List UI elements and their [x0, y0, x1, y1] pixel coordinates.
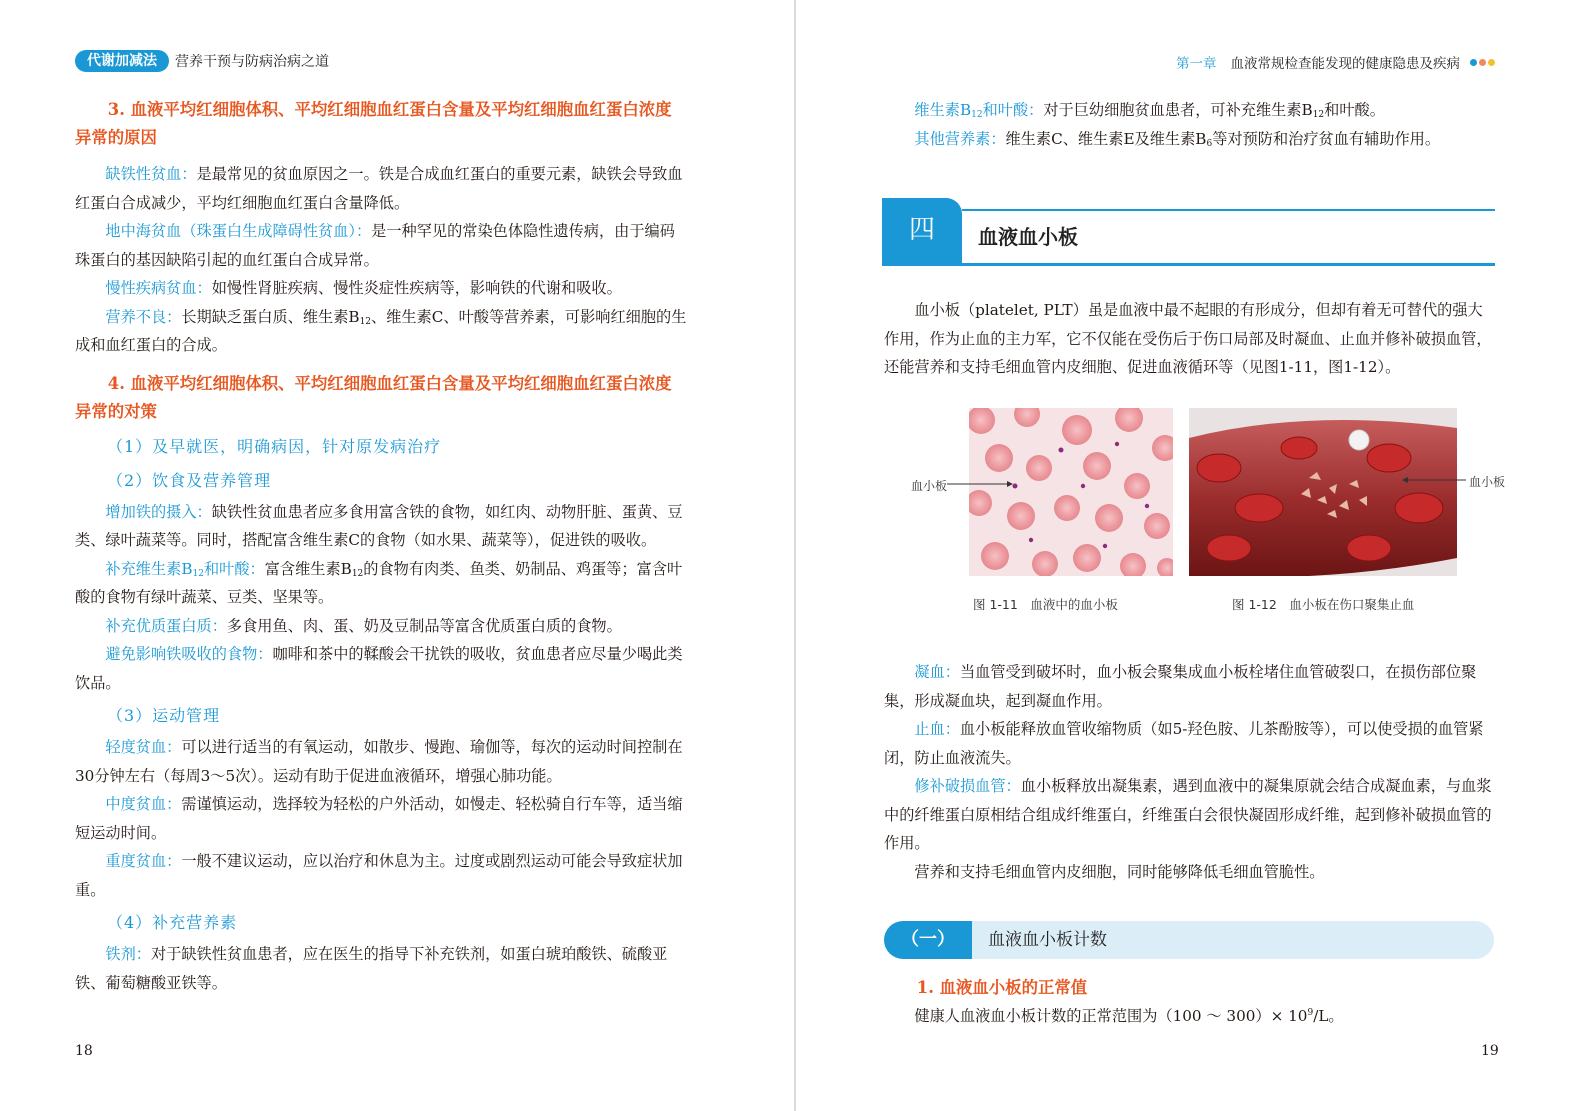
term: 修补破损血管：	[914, 777, 1021, 795]
right-page	[800, 0, 1590, 1111]
cause-chronic	[75, 274, 687, 303]
arrow-pointer-icon	[1400, 474, 1468, 486]
figure-label-left: 血小板	[911, 479, 948, 493]
term: 缺铁性贫血：	[105, 165, 197, 183]
term: 凝血：	[914, 663, 960, 681]
page-number-right: 19	[1481, 1043, 1499, 1059]
chapter-label: 第一章	[1176, 56, 1217, 72]
exercise-mild	[75, 733, 687, 790]
left-content	[75, 96, 687, 997]
blood-smear-image	[969, 408, 1173, 576]
exercise-moderate	[75, 790, 687, 847]
book-badge: 代谢加减法	[75, 50, 169, 72]
cause-iron	[75, 160, 687, 217]
heading-4-measures: 4. 血液平均红细胞体积、平均红细胞血红蛋白含量及平均红细胞血红蛋白浓度异常的对策	[75, 373, 672, 421]
text: 对于巨幼细胞贫血患者，可补充维生素B	[1043, 101, 1313, 119]
text: 血小板释放出凝集素，遇到血液中的凝集原就会结合成凝血素，与血浆中的纤维蛋白原相结合组成纤维蛋白，纤维蛋白会很快凝固形成纤维，起到修补破损血管的作用。	[884, 777, 1492, 852]
diet-iron	[75, 498, 687, 555]
subscript: 12	[1312, 110, 1325, 120]
platelet-intro	[884, 296, 1496, 382]
term-a: 补充维生素B	[105, 559, 193, 578]
text: 健康人血液血小板计数的正常范围为（100 ～ 300）× 10	[914, 1007, 1308, 1025]
term	[914, 101, 1043, 119]
text: 是最常见的贫血原因之一。铁是合成血红蛋白的重要元素，缺铁会导致血红蛋白合成减少，平均红细胞血红蛋白含量降低。	[75, 165, 683, 212]
text: /L。	[1313, 1007, 1344, 1025]
subsection-header	[884, 921, 1494, 959]
term: 增加铁的摄入：	[105, 502, 212, 521]
term	[105, 560, 264, 578]
running-header-right	[1176, 52, 1495, 72]
term: 避免影响铁吸收的食物：	[105, 645, 273, 663]
dot	[1470, 59, 1477, 66]
subheading-4: （4）补充营养素	[107, 913, 238, 932]
subscript: 12	[192, 568, 204, 579]
cause-malnutrition	[75, 303, 687, 360]
vitamin-b12-folate	[884, 96, 1496, 125]
text: 多食用鱼、肉、蛋、奶及豆制品等富含优质蛋白质的食物。	[226, 616, 622, 635]
intro-paragraph: 血小板（platelet, PLT）虽是血液中最不起眼的有形成分，但却有着无可替代的强大作用，作为止血的主力军，它不仅能在受伤后于伤口局部及时凝血、止血并修补破损血管，还能营养和支持毛细血管内皮细胞、促进血液循环等（见图1-11，图1-12）。	[884, 301, 1492, 376]
exercise-severe	[75, 847, 687, 904]
subscript: 6	[1206, 138, 1213, 149]
text: 、维生素C、叶酸等营养素，可影响红细胞的生成和血红蛋白的合成。	[75, 307, 687, 354]
text: 当血管受到破坏时，血小板会聚集成血小板栓堵住血管破裂口，在损伤部位聚集，形成凝血块，起到凝血作用。	[884, 663, 1477, 710]
section-header	[882, 196, 1495, 266]
figure-caption-1-12: 图 1-12 血小板在伤口聚集止血	[1232, 597, 1415, 612]
function-nourish: 营养和支持毛细血管内皮细胞，同时能够降低毛细血管脆性。	[914, 862, 1325, 881]
text: 对于缺铁性贫血患者，应在医生的指导下补充铁剂，如蛋白琥珀酸铁、硫酸亚铁、葡萄糖酸亚铁等。	[75, 945, 668, 992]
term: 慢性疾病贫血：	[105, 279, 212, 297]
section-title: 血液血小板	[978, 225, 1078, 249]
subscript: 12	[351, 568, 364, 579]
diet-protein	[75, 612, 687, 641]
text: 可以进行适当的有氧运动，如散步、慢跑、瑜伽等，每次的运动时间控制在30分钟左右（每周3～5次）。运动有助于促进血液循环，增强心肺功能。	[75, 738, 683, 785]
diet-b12	[75, 555, 687, 612]
text: 一般不建议运动，应以治疗和休息为主。过度或剧烈运动可能会导致症状加重。	[75, 852, 683, 899]
term-b: 和叶酸：	[203, 559, 265, 578]
vessel-illustration	[1189, 408, 1457, 576]
figure-platelet-wound	[1189, 408, 1457, 576]
text: 咖啡和茶中的鞣酸会干扰铁的吸收，贫血患者应尽量少喝此类饮品。	[75, 645, 683, 692]
heading-normal-value: 1. 血液血小板的正常值	[916, 978, 1088, 997]
text: 缺铁性贫血患者应多食用富含铁的食物，如红肉、动物肝脏、蛋黄、豆类、绿叶蔬菜等。同时，搭配富含维生素C的食物（如水果、蔬菜等），促进铁的吸收。	[75, 502, 683, 549]
heading-3-causes: 3. 血液平均红细胞体积、平均红细胞血红蛋白含量及平均红细胞血红蛋白浓度异常的原因	[75, 100, 672, 147]
text: 长期缺乏蛋白质、维生素B	[181, 307, 360, 326]
text: 和叶酸。	[1324, 101, 1385, 119]
function-repair	[884, 772, 1496, 858]
diet-avoid	[75, 640, 687, 697]
figure-blood-smear	[969, 408, 1173, 576]
book-spine	[794, 0, 796, 1111]
term: 铁剂：	[105, 945, 151, 963]
dot	[1488, 59, 1495, 66]
subsection-title: 血液血小板计数	[988, 930, 1107, 950]
term: 中度贫血：	[105, 795, 182, 813]
text: 是一种罕见的常染色体隐性遗传病，由于编码珠蛋白的基因缺陷引起的血红蛋白合成异常。	[75, 222, 675, 269]
platelet-functions	[884, 658, 1496, 886]
term-a: 维生素B	[914, 101, 972, 119]
text: 等对预防和治疗贫血有辅助作用。	[1212, 129, 1440, 148]
text: 维生素C、维生素E及维生素B	[1005, 129, 1207, 148]
supplement-iron	[75, 940, 687, 997]
text: 血小板能释放血管收缩物质（如5-羟色胺、儿茶酚胺等），可以使受损的血管紧闭，防止血液流失。	[884, 720, 1484, 767]
term: 其他营养素：	[914, 129, 1006, 148]
chapter-title: 血液常规检查能发现的健康隐患及疾病	[1230, 56, 1460, 72]
term: 营养不良：	[105, 307, 182, 326]
function-coagulation	[884, 658, 1496, 715]
text: 需谨慎运动，选择较为轻松的户外活动，如慢走、轻松骑自行车等，适当缩短运动时间。	[75, 795, 683, 842]
subscript: 12	[971, 110, 983, 120]
normal-range	[884, 1002, 1496, 1031]
arrow-pointer-icon	[945, 478, 1015, 490]
term: 重度贫血：	[105, 852, 182, 870]
subscript: 12	[359, 316, 372, 327]
book-subtitle: 营养干预与防病治病之道	[175, 54, 329, 70]
normal-value-block	[884, 974, 1496, 1031]
text: 的食物有肉类、鱼类、奶制品、鸡蛋等；富含叶酸的食物有绿叶蔬菜、豆类、坚果等。	[75, 559, 683, 606]
text: 如慢性肾脏疾病、慢性炎症性疾病等，影响铁的代谢和吸收。	[211, 279, 622, 297]
dot	[1479, 59, 1486, 66]
figure-caption-1-11: 图 1-11 血液中的血小板	[973, 597, 1118, 612]
cause-thalassemia	[75, 217, 687, 274]
section-number: 四	[882, 198, 962, 263]
function-hemostasis	[884, 715, 1496, 772]
term: 地中海贫血（珠蛋白生成障碍性贫血）：	[105, 222, 372, 240]
subheading-3: （3）运动管理	[107, 706, 221, 725]
term-b: 和叶酸：	[982, 101, 1044, 119]
decorative-dots-icon	[1468, 59, 1495, 66]
term: 止血：	[914, 720, 960, 738]
page-number-left: 18	[75, 1043, 93, 1059]
subheading-2: （2）饮食及营养管理	[107, 470, 272, 490]
figure-label-right: 血小板	[1469, 475, 1506, 489]
term: 补充优质蛋白质：	[105, 616, 227, 635]
superscript: 9	[1307, 1008, 1314, 1018]
divider	[962, 209, 1495, 211]
text: 富含维生素B	[264, 559, 352, 578]
right-top-content	[884, 96, 1496, 153]
subsection-number: （一）	[884, 921, 972, 959]
subheading-1: （1）及早就医，明确病因，针对原发病治疗	[107, 436, 442, 456]
other-nutrients	[884, 125, 1496, 154]
divider	[882, 263, 1495, 266]
term: 轻度贫血：	[105, 738, 182, 756]
running-header-left	[75, 49, 329, 73]
